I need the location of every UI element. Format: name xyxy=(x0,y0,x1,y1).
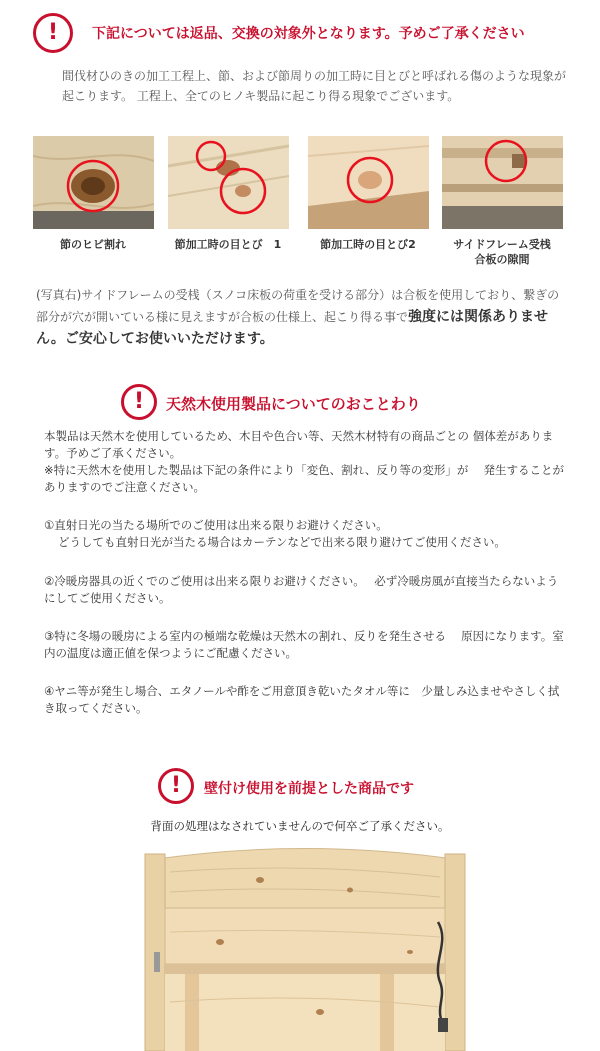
photo-caption-4: サイドフレーム受桟 合板の隙間 xyxy=(453,238,551,266)
photo-caption-1: 節のヒビ割れ xyxy=(60,238,126,251)
exclamation-icon: ! xyxy=(158,768,194,804)
exclamation-icon: ! xyxy=(33,13,73,53)
bed-headboard-back-photo xyxy=(140,842,470,1051)
section1-intro: 間伐材ひのきの加工工程上、節、および節周りの加工時に目とびと呼ばれる傷のような現象が起こります。 工程上、全てのヒノキ製品に起こり得る現象でございます。 xyxy=(62,69,567,103)
care-item-1-detail xyxy=(44,534,564,551)
natural-wood-para-1: 本製品は天然木を使用しているため、木目や色合い等、天然木材特有の商品ごとの 個体差があります。予めご了承ください。 xyxy=(44,429,554,460)
care-item-4: ④ヤニ等が発生し場合、エタノールや酢をご用意頂き乾いたタオル等に 少量しみ込ませやさしく拭き取ってください。 xyxy=(44,684,560,715)
eye-skip-2-photo xyxy=(308,136,429,229)
side-frame-note-text: (写真右)サイドフレームの受桟（スノコ床板の荷重を受ける部分）は合板を使用しており、繋ぎの部分が穴が開いている様に見えますが合板の仕様上、起こり得る事で xyxy=(36,288,560,324)
natural-wood-para-2: ※特に天然木を使用した製品は下記の条件により「変色、割れ、反り等の変形」が 発生することがありますのでご注意ください。 xyxy=(44,463,564,494)
care-item-1: ①直射日光の当たる場所でのご使用は出来る限りお避けください。 xyxy=(44,518,388,532)
eye-skip-1-photo xyxy=(168,136,289,229)
exclamation-icon: ! xyxy=(121,384,157,420)
photo-caption-2: 節加工時の目とび 1 xyxy=(174,238,282,251)
section3-heading: 壁付け使用を前提とした商品です xyxy=(204,781,414,797)
side-frame-note-emphasis: 強度には関係ありません。ご安心してお使いいただけます。 xyxy=(36,309,549,347)
knot-crack-photo xyxy=(33,136,154,229)
side-frame-note xyxy=(36,284,566,350)
section3-subtext: 背面の処理はなされていませんので何卒ご了承ください。 xyxy=(150,819,450,833)
care-item-2: ②冷暖房器具の近くでのご使用は出来る限りお避けください。 必ず冷暖房風が直接当たらないようにしてご使用ください。 xyxy=(44,574,559,605)
section1-heading: 下記については返品、交換の対象外となります。予めご了承ください xyxy=(92,26,525,42)
photo-caption-3: 節加工時の目とび2 xyxy=(320,238,416,251)
section2-heading: 天然木使用製品についてのおことわり xyxy=(166,395,421,413)
care-item-3: ③特に冬場の暖房による室内の極端な乾燥は天然木の割れ、反りを発生させる 原因になります。室内の温度は適正値を保つようにご配慮ください。 xyxy=(44,629,564,660)
care-item-1-detail-text: どうしても直射日光が当たる場合はカーテンなどで出来る限り避けてご使用ください。 xyxy=(58,535,506,549)
side-frame-gap-photo xyxy=(442,136,563,229)
